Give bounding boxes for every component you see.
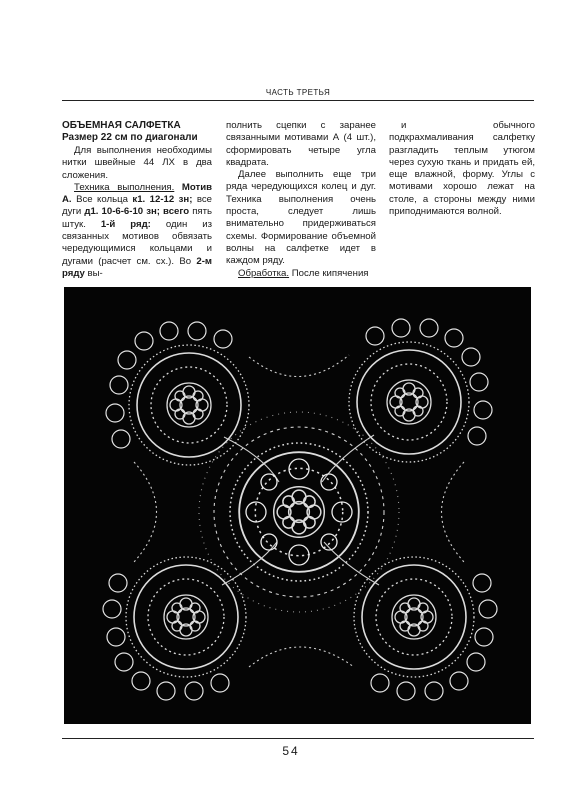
article-subtitle: Размер 22 см по диагонали: [62, 132, 198, 143]
rows-paragraph: Далее выполнить еще три ряда чередующихся колец и дуг. Техника выполнения очень проста, следует лишь внимательно придерживаться схемы. Формирование объемной волны на салфетке идет в каждом ряду.: [226, 169, 376, 267]
continuation-paragraph: полнить сцепки с заранее связанными мотивами А (4 шт.), сформировать четыре угла квадрата.: [226, 120, 376, 168]
technique-text-b: все дуги: [62, 194, 213, 218]
tatted-doily-image: [64, 287, 531, 724]
arc-code: д1. 10-6-6-10 зн; всего: [84, 206, 190, 218]
finishing-paragraph: и обычного подкрахмаливания салфетку разгладить теплым утюгом через сухую ткань и придать ей, еще влажной, форму. Углы с мотивами хорошо лежат на столе, а стороны между ними приподнимаются волной.: [389, 120, 535, 218]
processing-text: После кипячения: [291, 267, 369, 279]
technique-text-e: вы-: [87, 267, 103, 279]
doily-photo: [64, 287, 531, 724]
running-header: [62, 88, 534, 101]
processing-paragraph: [226, 268, 376, 280]
text-column-1: [62, 120, 212, 280]
technique-label: Техника выполнения.: [74, 181, 175, 193]
materials-paragraph: Для выполнения необходимы нитки швейные 44 ЛХ в два сложения.: [62, 145, 212, 181]
processing-label: Обработка.: [238, 267, 290, 279]
motif-label: Мотив А.: [62, 181, 212, 206]
page-number: 54: [282, 744, 300, 758]
article-title: ОБЪЕМНАЯ САЛФЕТКА: [62, 120, 181, 131]
row1-label: 1-й ряд:: [100, 218, 151, 230]
footer-rule: [62, 738, 534, 739]
technique-text-c: пять штук.: [62, 206, 212, 230]
technique-text-d: один из связанных мотивов обвязать чередующимися кольцами и дугами (расчет см. сх.). Во: [62, 218, 212, 267]
row2-label: 2-м ряду: [62, 255, 213, 279]
text-column-2: [226, 120, 376, 280]
technique-text-a: Все кольца: [76, 194, 128, 206]
technique-paragraph: [62, 182, 212, 280]
ring-code: к1. 12-12 зн;: [132, 194, 193, 206]
text-column-3: [389, 120, 535, 218]
running-title: ЧАСТЬ ТРЕТЬЯ: [265, 88, 331, 97]
